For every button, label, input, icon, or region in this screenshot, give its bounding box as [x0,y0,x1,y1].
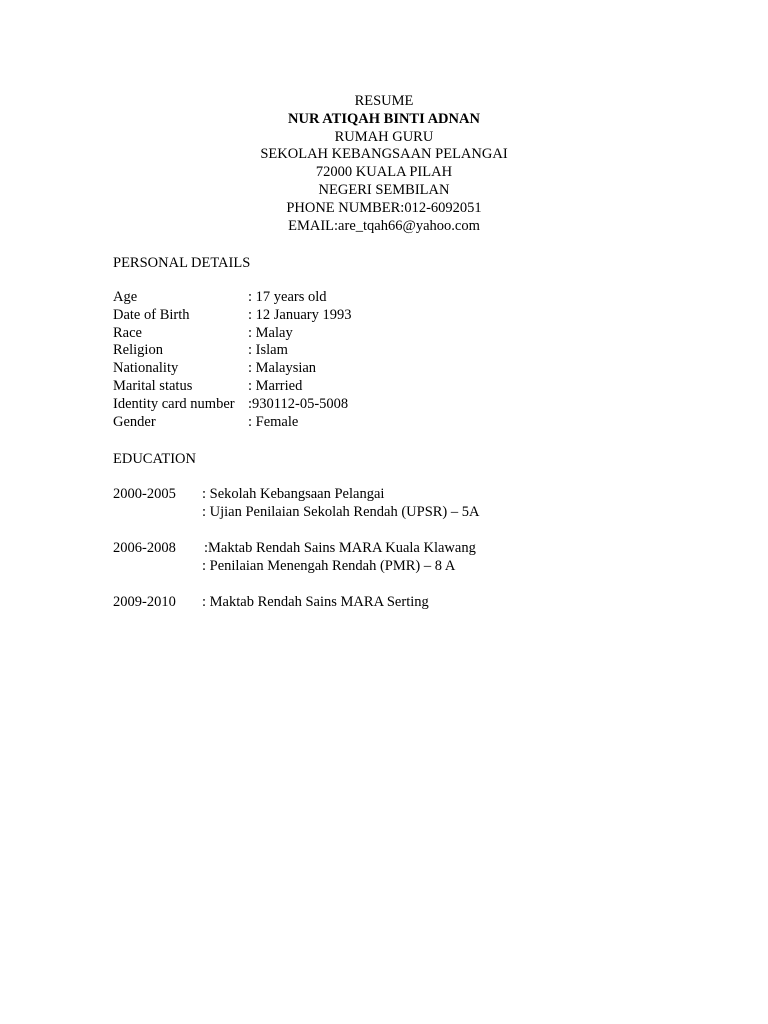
address-line-1: RUMAH GURU [334,128,434,145]
detail-label: Marital status [113,377,193,394]
detail-value: : Married [248,377,303,394]
detail-value: : Female [248,413,299,430]
education-heading: EDUCATION [113,451,196,467]
email-address: EMAIL:are_tqah66@yahoo.com [288,217,480,234]
detail-value: : Malaysian [248,360,317,377]
personal-details-heading: PERSONAL DETAILS [113,255,251,271]
address-line-3: 72000 KUALA PILAH [315,164,453,181]
phone-number: PHONE NUMBER:012-6092051 [286,199,482,216]
detail-label: Date of Birth [113,306,190,323]
detail-label: Gender [113,413,156,430]
detail-label: Identity card number [113,395,235,412]
detail-value: : 12 January 1993 [248,306,352,323]
education-year: 2006-2008 [113,540,176,556]
detail-value: : 17 years old [248,289,327,305]
address-line-2: SEKOLAH KEBANGSAAN PELANGAI [260,146,508,163]
detail-value: : Malay [248,324,293,341]
address-line-4: NEGERI SEMBILAN [318,181,450,198]
detail-label: Nationality [113,360,179,377]
resume-header [0,93,768,235]
detail-value: :930112-05-5008 [248,395,349,412]
document-title: RESUME [354,93,414,109]
detail-label: Race [113,324,142,341]
education-school: : Maktab Rendah Sains MARA Serting [202,594,429,610]
applicant-name: NUR ATIQAH BINTI ADNAN [288,110,480,127]
education-year: 2009-2010 [113,594,176,610]
education-year: 2000-2005 [113,486,176,502]
detail-label: Religion [113,342,163,359]
education-result: : Penilaian Menengah Rendah (PMR) – 8 A [202,557,456,574]
education-school: : Sekolah Kebangsaan Pelangai [202,486,385,502]
education-result: : Ujian Penilaian Sekolah Rendah (UPSR) – 5A [202,503,480,520]
detail-label: Age [113,289,138,305]
detail-value: : Islam [248,342,288,359]
education-school: :Maktab Rendah Sains MARA Kuala Klawang [204,540,476,556]
